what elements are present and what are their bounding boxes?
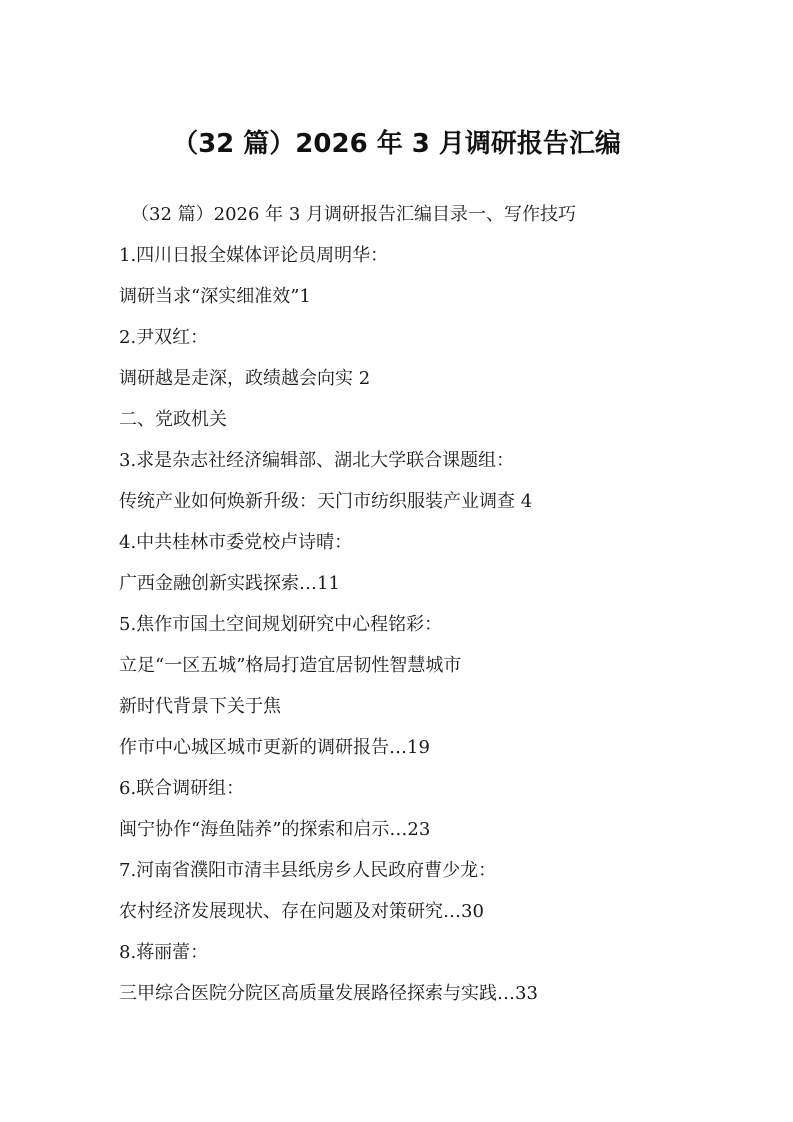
- toc-line: 广西金融创新实践探索…11: [119, 573, 340, 594]
- toc-line: 4.中共桂林市委党校卢诗晴：: [119, 532, 353, 553]
- toc-line: 立足“一区五城”格局打造宜居韧性智慧城市: [119, 655, 462, 676]
- toc-line: 调研当求“深实细准效”1: [119, 286, 311, 307]
- toc-list: [119, 194, 739, 1014]
- toc-line: 作市中心城区城市更新的调研报告…19: [119, 737, 430, 758]
- toc-line: 8.蒋丽蕾：: [119, 942, 209, 963]
- toc-line: （32 篇）2026 年 3 月调研报告汇编目录一、写作技巧: [131, 204, 577, 225]
- toc-line: 3.求是杂志社经济编辑部、湖北大学联合课题组：: [119, 450, 515, 471]
- toc-line: 新时代背景下关于焦: [119, 696, 281, 717]
- toc-line: 5.焦作市国土空间规划研究中心程铭彩：: [119, 614, 443, 635]
- toc-line: 6.联合调研组：: [119, 778, 245, 799]
- toc-line: 调研越是走深，政绩越会向实 2: [119, 368, 371, 389]
- toc-line: 2.尹双红：: [119, 327, 209, 348]
- document-title: （32 篇）2026 年 3 月调研报告汇编: [172, 129, 621, 159]
- toc-line: 7.河南省濮阳市清丰县纸房乡人民政府曹少龙：: [119, 860, 497, 881]
- toc-line: 1.四川日报全媒体评论员周明华：: [119, 245, 389, 266]
- toc-line: 二、党政机关: [119, 409, 227, 430]
- toc-line: 三甲综合医院分院区高质量发展路径探索与实践…33: [119, 983, 538, 1004]
- toc-line: 农村经济发展现状、存在问题及对策研究…30: [119, 901, 484, 922]
- toc-line: 闽宁协作“海鱼陆养”的探索和启示…23: [119, 819, 431, 840]
- toc-line: 传统产业如何焕新升级：天门市纺织服装产业调查 4: [119, 491, 533, 512]
